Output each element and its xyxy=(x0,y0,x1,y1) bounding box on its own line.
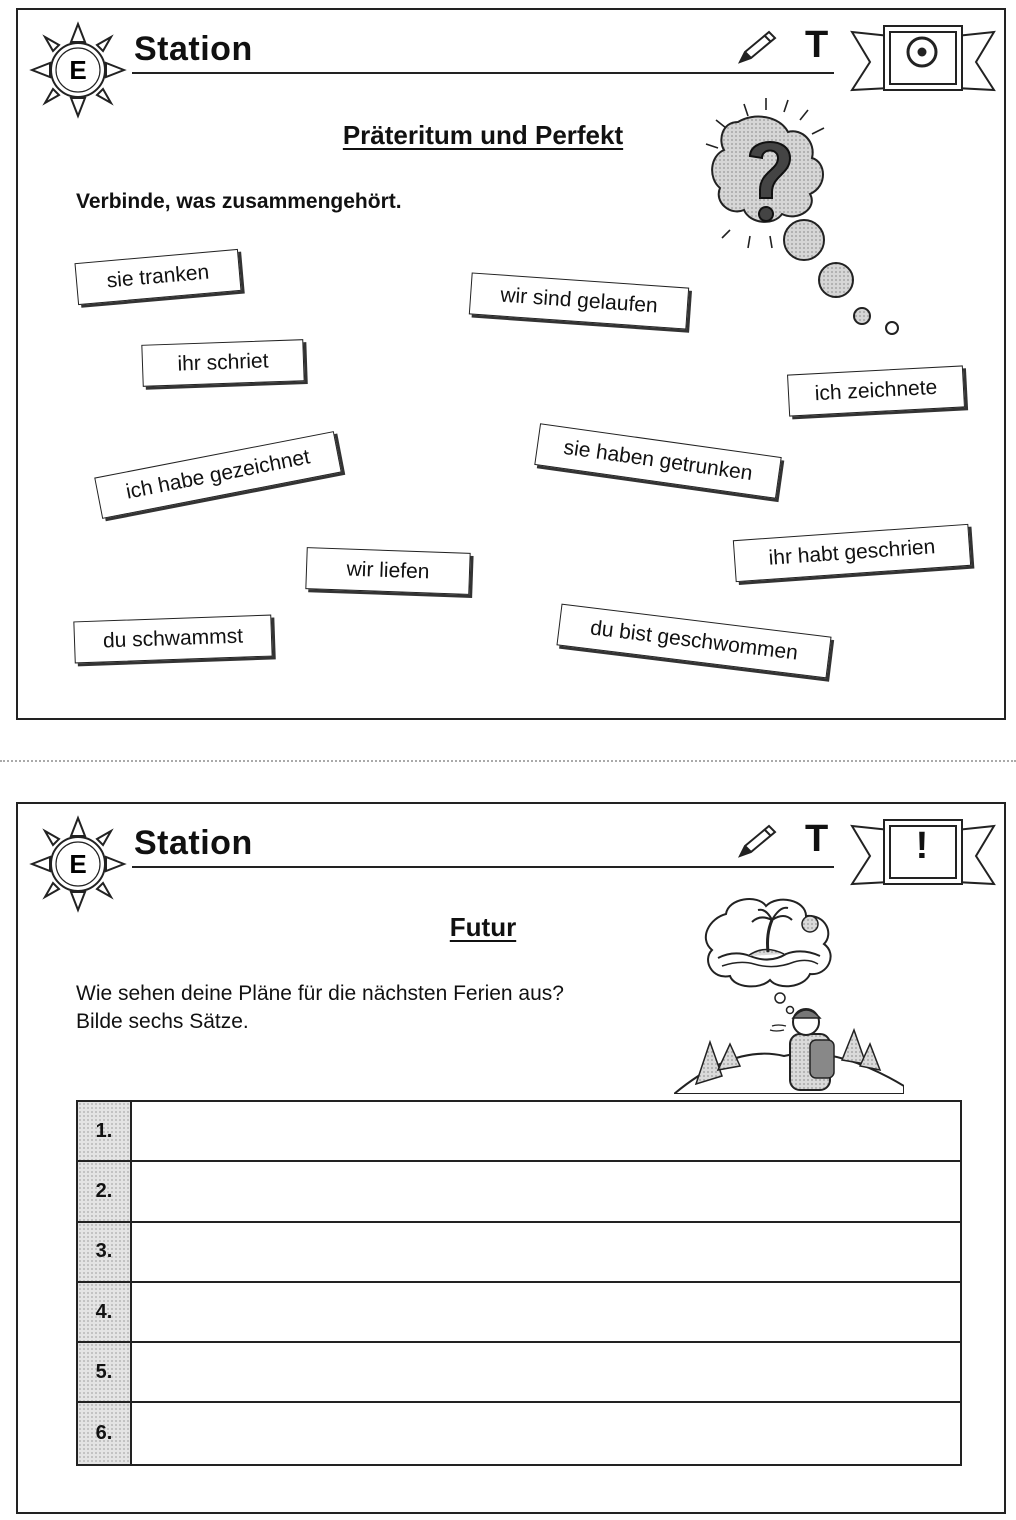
t-icon: T xyxy=(805,818,829,860)
row-number: 6. xyxy=(78,1403,132,1463)
word-card[interactable]: wir liefen xyxy=(305,547,470,595)
word-card[interactable]: du schwammst xyxy=(73,615,272,664)
instruction xyxy=(76,980,564,1036)
table-row xyxy=(78,1223,960,1283)
word-card[interactable]: ihr schriet xyxy=(141,339,304,387)
table-row xyxy=(78,1343,960,1403)
word-card[interactable]: sie tranken xyxy=(74,249,241,305)
answer-line[interactable] xyxy=(132,1162,960,1220)
station-card-futur xyxy=(16,802,1006,1514)
cut-line xyxy=(0,760,1016,762)
word-card[interactable]: du bist geschwommen xyxy=(556,604,831,679)
row-number: 1. xyxy=(78,1102,132,1160)
sun-badge-icon xyxy=(26,812,130,916)
word-card[interactable]: ihr habt geschrien xyxy=(733,524,971,582)
row-number: 3. xyxy=(78,1223,132,1281)
row-number: 5. xyxy=(78,1343,132,1401)
badge-letter: E xyxy=(69,55,87,85)
badge-letter: E xyxy=(69,849,87,879)
station-title: Station xyxy=(134,824,253,862)
instruction: Verbinde, was zusammengehört. xyxy=(76,190,402,213)
table-row xyxy=(78,1102,960,1162)
word-card[interactable]: ich zeichnete xyxy=(787,365,965,416)
t-icon: T xyxy=(805,24,829,66)
section-title: Futur xyxy=(449,912,517,942)
sun-badge-icon xyxy=(26,18,130,122)
vacation-dream-icon xyxy=(674,894,904,1094)
target-circle-icon xyxy=(894,30,950,74)
answer-line[interactable] xyxy=(132,1403,960,1463)
answer-line[interactable] xyxy=(132,1283,960,1341)
table-row xyxy=(78,1162,960,1222)
title-rule xyxy=(132,72,834,74)
word-card[interactable]: wir sind gelaufen xyxy=(469,272,689,329)
station-title: Station xyxy=(134,30,253,68)
answer-line[interactable] xyxy=(132,1102,960,1160)
question-thought-bubble-icon xyxy=(678,98,918,346)
sentence-table xyxy=(76,1100,962,1466)
station-card-praeteritum xyxy=(16,8,1006,720)
row-number: 2. xyxy=(78,1162,132,1220)
word-card[interactable]: sie haben getrunken xyxy=(534,423,781,499)
table-row xyxy=(78,1283,960,1343)
table-row xyxy=(78,1403,960,1463)
title-rule xyxy=(132,866,834,868)
row-number: 4. xyxy=(78,1283,132,1341)
section-title: Präteritum und Perfekt xyxy=(342,120,624,150)
exclamation-icon: ! xyxy=(915,824,929,867)
instruction-line: Wie sehen deine Pläne für die nächsten Ferien aus? xyxy=(76,982,564,1005)
instruction-line: Bilde sechs Sätze. xyxy=(76,1010,249,1033)
answer-line[interactable] xyxy=(132,1223,960,1281)
word-card[interactable]: ich habe gezeichnet xyxy=(94,431,342,519)
pencil-icon xyxy=(736,28,780,66)
answer-line[interactable] xyxy=(132,1343,960,1401)
pencil-icon xyxy=(736,822,780,860)
